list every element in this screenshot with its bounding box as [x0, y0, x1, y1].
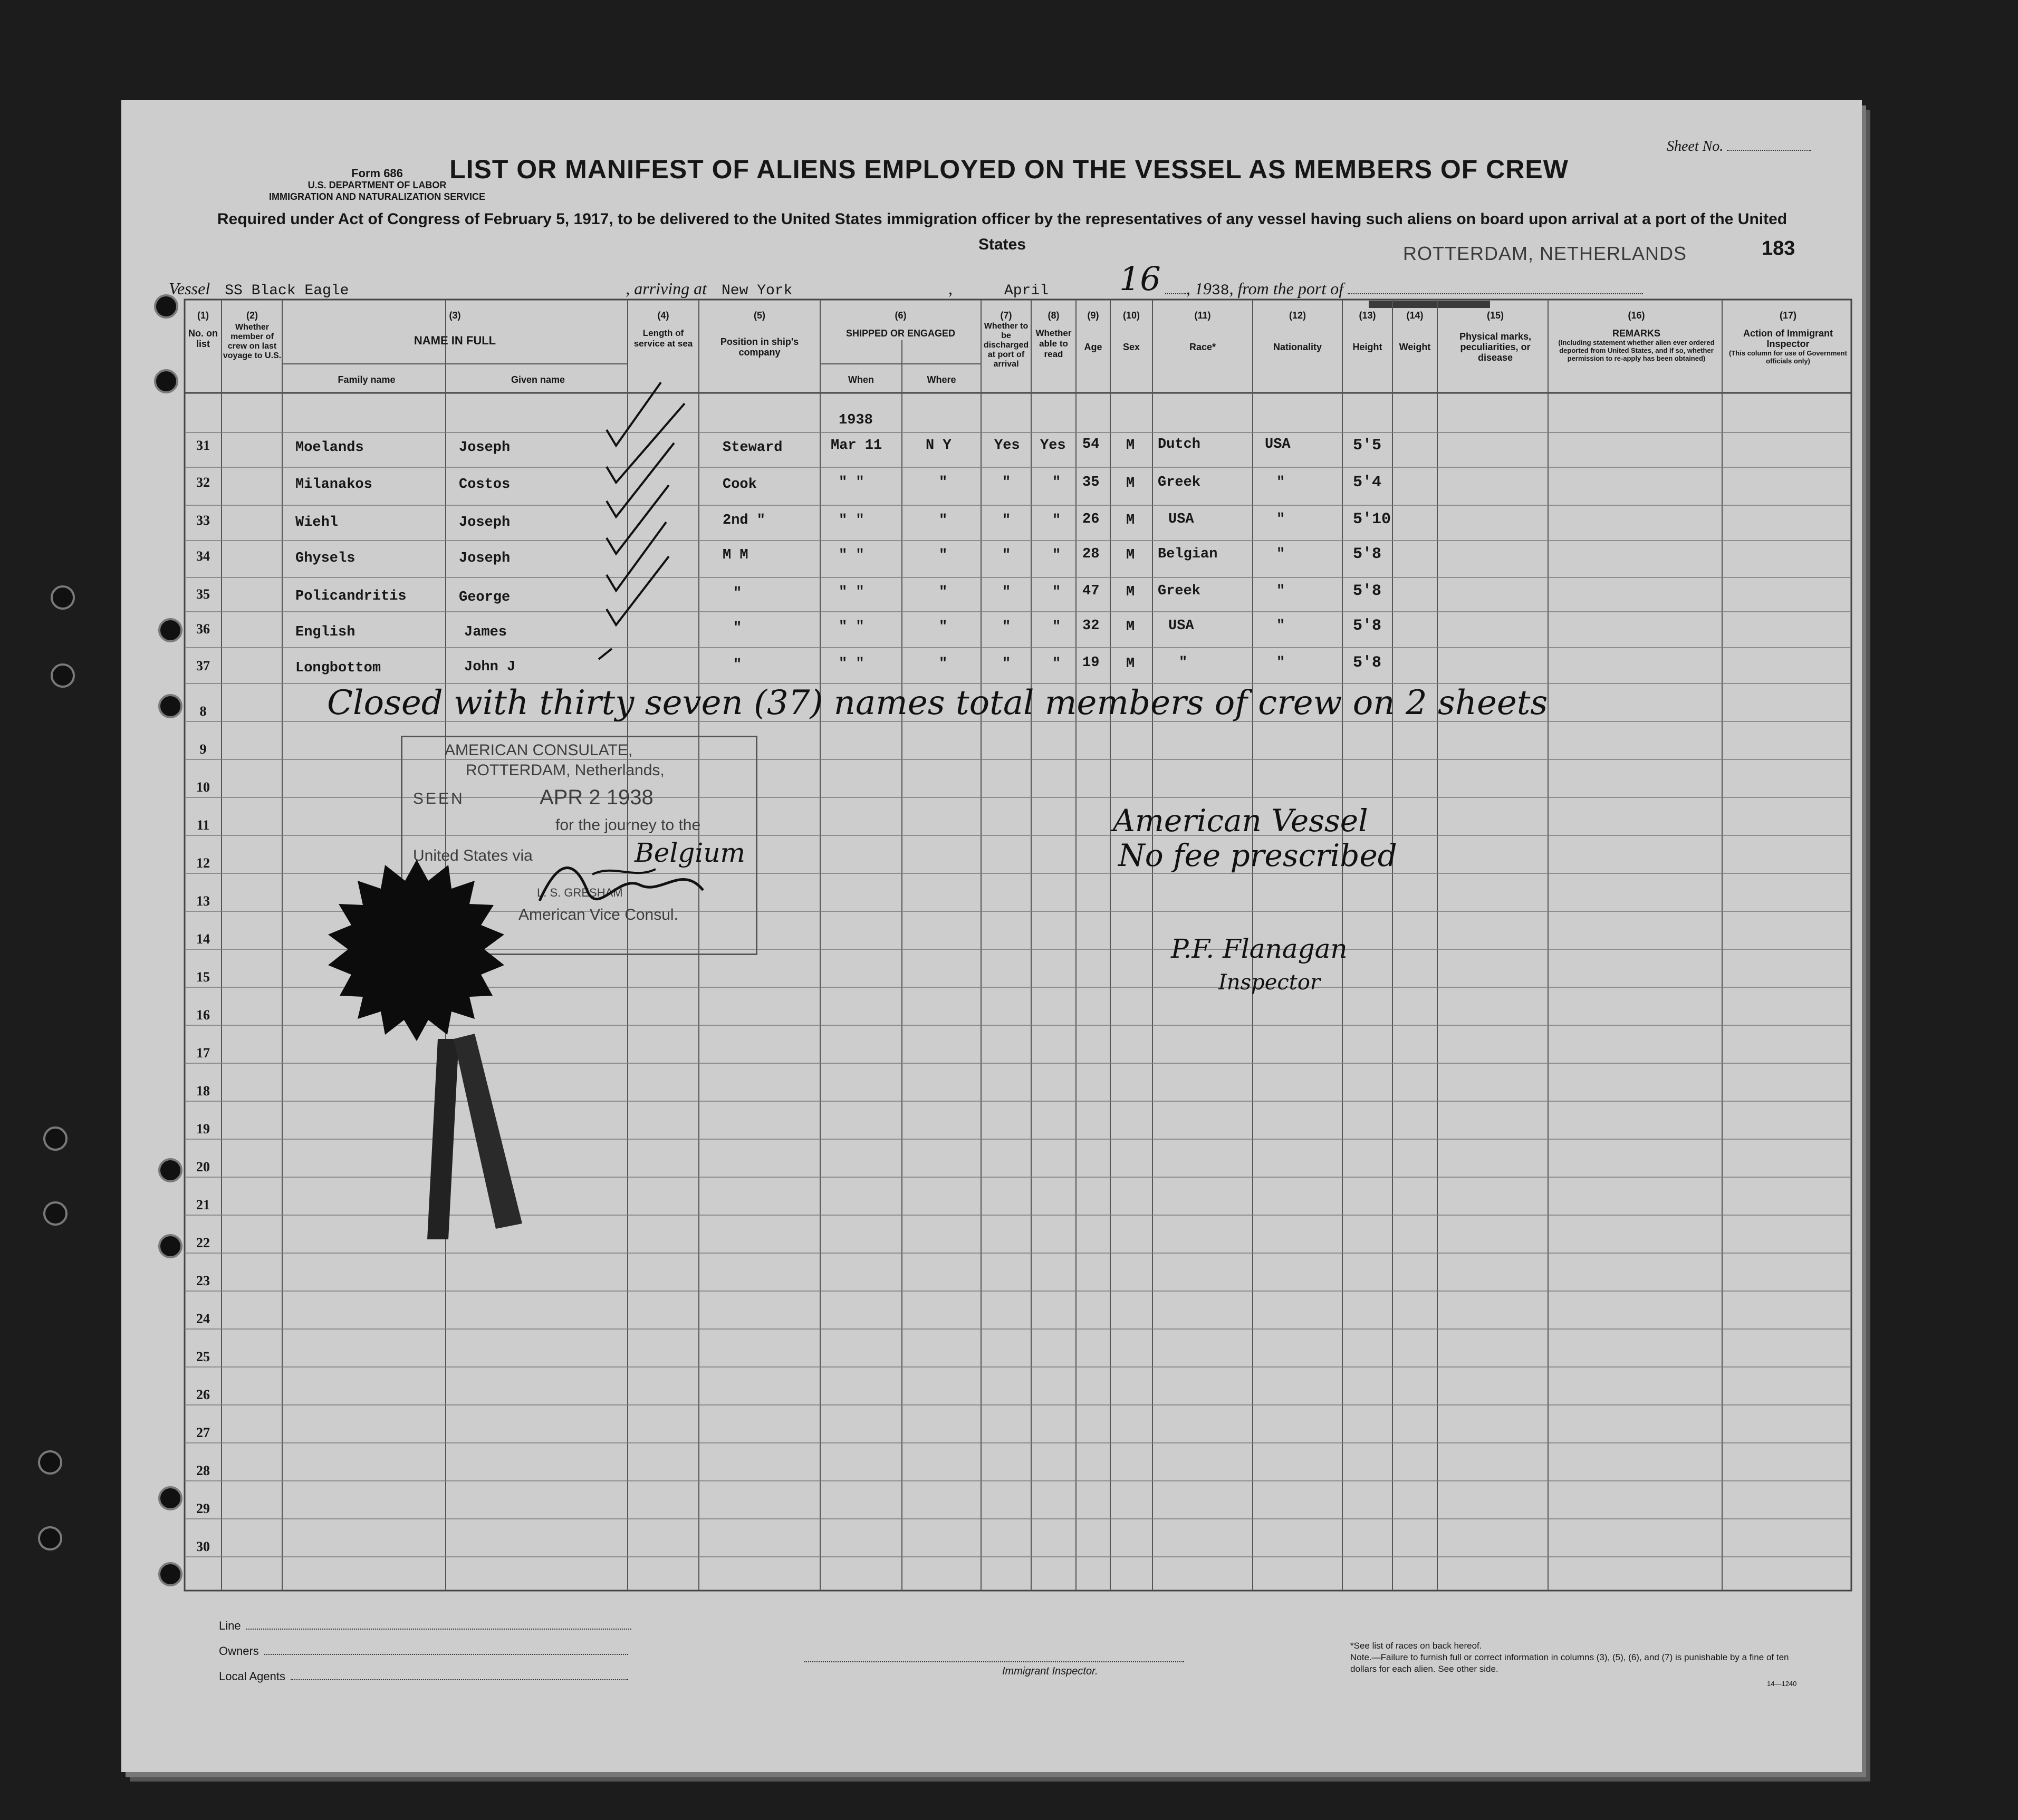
row-number: 26 — [196, 1387, 210, 1402]
position: M M — [723, 547, 748, 563]
row-number: 17 — [196, 1045, 210, 1061]
col-14-header — [1392, 310, 1437, 352]
race: Greek — [1158, 475, 1201, 490]
col-2-label: Whether member of crew on last voyage to U.S. — [223, 323, 282, 360]
row-number: 23 — [196, 1273, 210, 1288]
col-8-header — [1031, 310, 1076, 360]
nationality: " — [1276, 512, 1285, 527]
shipped-when: " " — [839, 656, 864, 672]
vessel-label: Vessel — [169, 279, 210, 298]
binder-hole — [158, 1158, 182, 1182]
binder-hole — [38, 1526, 62, 1551]
race: Belgian — [1158, 546, 1218, 562]
col-16-num: (16) — [1628, 310, 1645, 321]
shipped-when: " " — [839, 584, 864, 600]
from-port-label: from the port of — [1237, 279, 1344, 298]
col-3-header — [282, 310, 628, 346]
binder-hole — [43, 1201, 68, 1226]
col-10-header — [1110, 310, 1152, 352]
col-3-num: (3) — [449, 310, 461, 321]
col-9-num: (9) — [1087, 310, 1099, 321]
height: 5'8 — [1353, 545, 1382, 563]
able-to-read: " — [1052, 513, 1061, 528]
col-9-header — [1076, 310, 1110, 352]
row-number: 32 — [196, 475, 210, 490]
form-number: Form 686 — [351, 167, 403, 180]
discharged: " — [1002, 656, 1011, 672]
sex: M — [1126, 438, 1135, 454]
row-number: 36 — [196, 621, 210, 637]
age: 32 — [1082, 618, 1100, 634]
owners-label — [219, 1644, 628, 1658]
height: 5'4 — [1353, 474, 1382, 492]
row-number: 20 — [196, 1159, 210, 1174]
vice-consul-label: American Vice Consul. — [518, 906, 678, 923]
age: 35 — [1082, 475, 1100, 490]
col-15-label: Physical marks, peculiarities, or disease — [1459, 331, 1532, 363]
vessel-name: SS Black Eagle — [214, 283, 626, 300]
nationality: " — [1276, 618, 1285, 634]
family-name-header: Family name — [338, 374, 396, 385]
row-number: 37 — [196, 658, 210, 673]
department-name: U.S. DEPARTMENT OF LABOR — [307, 180, 447, 190]
col-1-header — [185, 310, 222, 349]
vessel-line: Vessel SS Black Eagle , arriving at New York , April 16 , 1938, from the port of — [169, 264, 1698, 302]
race: USA — [1168, 512, 1194, 527]
binder-hole — [158, 694, 182, 718]
sex: M — [1126, 476, 1135, 492]
col-11-header — [1152, 310, 1253, 352]
remarks-note: (Including statement whether alien ever ordered deported from United States, and if so, whether permission to re-apply has been obtained) — [1558, 339, 1715, 362]
sex: M — [1126, 584, 1135, 600]
shipped-when: " " — [839, 513, 864, 528]
line-label — [219, 1619, 631, 1633]
shipped-where: " — [939, 475, 948, 490]
col-5-header — [699, 310, 820, 358]
sheet-label: Sheet No. — [1667, 138, 1724, 155]
arrival-day: 16 — [1119, 259, 1161, 298]
col-16-label: REMARKS — [1612, 328, 1660, 339]
closing-note: Closed with thirty seven (37) names total members of crew on 2 sheets — [327, 683, 1548, 723]
height: 5'8 — [1353, 582, 1382, 600]
binder-hole — [38, 1450, 62, 1475]
nationality: " — [1276, 546, 1285, 562]
shipped-when: Mar 11 — [831, 438, 882, 454]
row-number: 14 — [196, 931, 210, 947]
given-name: Joseph — [459, 515, 511, 531]
col-11-num: (11) — [1194, 310, 1211, 321]
discharged: " — [1002, 584, 1011, 600]
col-12-num: (12) — [1289, 310, 1306, 321]
service-checkmarks — [599, 382, 685, 659]
able-to-read: " — [1052, 656, 1061, 672]
row-number: 8 — [199, 704, 207, 719]
position: Steward — [723, 440, 783, 456]
col-4-num: (4) — [657, 310, 669, 321]
inspector-note-line1: American Vessel — [1113, 803, 1368, 839]
col-10-label: Sex — [1122, 342, 1140, 352]
position: 2nd " — [723, 513, 766, 528]
col-16-header — [1551, 310, 1722, 362]
inspector-signature: P.F. Flanagan — [1171, 933, 1348, 964]
col-9-label: Age — [1084, 342, 1102, 352]
row-number: 10 — [196, 779, 210, 795]
stamp-date: APR 2 1938 — [540, 786, 654, 809]
nationality: " — [1276, 583, 1285, 599]
given-name: James — [464, 624, 507, 640]
owners-label-text: Owners — [219, 1644, 259, 1658]
family-name: Longbottom — [295, 660, 381, 676]
col-8-num: (8) — [1048, 310, 1060, 321]
binder-hole — [158, 618, 182, 642]
when-header: When — [848, 374, 874, 385]
row-number: 25 — [196, 1349, 210, 1364]
col-7-header — [981, 310, 1031, 369]
position: " — [733, 657, 742, 673]
row-number: 29 — [196, 1501, 210, 1516]
given-name: Joseph — [459, 440, 511, 456]
inspector-signature-line — [804, 1661, 1184, 1662]
sex: M — [1126, 656, 1135, 672]
height: 5'10 — [1353, 511, 1391, 528]
col-6-label: SHIPPED OR ENGAGED — [845, 328, 956, 339]
col-13-header — [1342, 310, 1392, 352]
wax-seal — [306, 849, 570, 1271]
consulate-line1: AMERICAN CONSULATE, — [445, 742, 633, 759]
col-17-header — [1725, 310, 1851, 365]
year-suffix: 38 — [1211, 283, 1229, 299]
penalty-note: Note.—Failure to furnish full or correct information in columns (3), (5), (6), and (7) is punishable by a fine of ten dollars for each alien. See other side. — [1350, 1652, 1789, 1674]
able-to-read: " — [1052, 619, 1061, 635]
col-2-header — [223, 310, 282, 361]
binder-hole — [43, 1126, 68, 1151]
nationality: USA — [1265, 437, 1291, 452]
journey-text: for the journey to the — [555, 816, 701, 834]
us-via-text: United States via — [413, 847, 533, 864]
immigrant-inspector-label: Immigrant Inspector. — [1002, 1665, 1098, 1677]
able-to-read: " — [1052, 584, 1061, 600]
via-handwritten: Belgium — [635, 837, 745, 868]
col-7-label: Whether to be discharged at port of arrival — [983, 322, 1029, 369]
binder-hole — [158, 1562, 182, 1586]
row-number: 9 — [199, 742, 207, 757]
col-5-num: (5) — [754, 310, 765, 321]
col-13-label: Height — [1352, 342, 1382, 352]
race: " — [1179, 655, 1188, 671]
shipped-where: " — [939, 547, 948, 563]
family-name: Wiehl — [295, 515, 339, 531]
discharged: " — [1002, 475, 1011, 490]
sex: M — [1126, 619, 1135, 635]
col-6-num: (6) — [895, 310, 907, 321]
shipped-where: " — [939, 513, 948, 528]
sex: M — [1126, 547, 1135, 563]
height: 5'5 — [1353, 437, 1382, 455]
discharged: Yes — [994, 438, 1020, 454]
row-number: 28 — [196, 1463, 210, 1478]
age: 28 — [1082, 546, 1100, 562]
age: 19 — [1082, 655, 1100, 671]
row-number: 30 — [196, 1539, 210, 1554]
row-number: 13 — [196, 893, 210, 909]
row-number: 31 — [196, 438, 210, 453]
col-6-header — [820, 310, 981, 339]
family-name: Policandritis — [295, 589, 407, 604]
col-17-num: (17) — [1779, 310, 1796, 321]
arriving-label: arriving at — [634, 279, 707, 298]
able-to-read: " — [1052, 547, 1061, 563]
row-number: 19 — [196, 1121, 210, 1137]
given-name: Joseph — [459, 551, 511, 566]
row-number: 35 — [196, 586, 210, 602]
shipped-when: " " — [839, 547, 864, 563]
line-label-text: Line — [219, 1619, 241, 1632]
position: " — [733, 620, 742, 636]
race-note: *See list of races on back hereof. — [1350, 1641, 1482, 1651]
family-name: English — [295, 624, 355, 640]
manifest-title: LIST OR MANIFEST OF ALIENS EMPLOYED ON THE VESSEL AS MEMBERS OF CREW — [449, 155, 1569, 184]
col-17-label: Action of Immigrant Inspector — [1743, 328, 1833, 349]
able-to-read: " — [1052, 475, 1061, 490]
col-15-header — [1443, 310, 1548, 363]
shipped-where: " — [939, 656, 948, 672]
binder-hole — [158, 1486, 182, 1510]
race: USA — [1168, 618, 1194, 634]
seen-label: SEEN — [413, 790, 465, 807]
sex: M — [1126, 513, 1135, 528]
bureau-name: IMMIGRATION AND NATURALIZATION SERVICE — [269, 191, 485, 202]
col-4-label: Length of service at sea — [633, 328, 693, 349]
row-number: 33 — [196, 513, 210, 528]
race: Dutch — [1158, 437, 1201, 452]
age: 54 — [1082, 437, 1100, 452]
col-11-label: Race* — [1189, 342, 1216, 352]
able-to-read: Yes — [1040, 438, 1066, 454]
manifest-subtitle: Required under Act of Congress of February 5, 1917, to be delivered to the United States immigration officer by the representatives of any vessel having such aliens on board upon arrival at a port of the United States — [217, 210, 1788, 253]
shipped-when: " " — [839, 475, 864, 490]
discharged: " — [1002, 513, 1011, 528]
position: Cook — [723, 477, 757, 493]
binder-hole — [154, 294, 178, 319]
arrival-month: April — [957, 283, 1115, 300]
col-1-num: (1) — [197, 310, 209, 321]
col-12-label: Nationality — [1273, 342, 1322, 352]
height: 5'8 — [1353, 617, 1382, 635]
age: 26 — [1082, 512, 1100, 527]
inspector-note-line2: No fee prescribed — [1118, 837, 1397, 873]
binder-hole — [158, 1234, 182, 1258]
port-stamp: ROTTERDAM, NETHERLANDS — [1403, 243, 1687, 264]
page-number: 183 — [1762, 237, 1795, 259]
row-number: 21 — [196, 1197, 210, 1212]
height: 5'8 — [1353, 654, 1382, 672]
shipped-where: " — [939, 619, 948, 635]
col-5-label: Position in ship's company — [720, 336, 799, 358]
shipped-where: " — [939, 584, 948, 600]
given-name-header: Given name — [511, 374, 565, 385]
row-number: 34 — [196, 548, 210, 564]
row-number: 11 — [196, 817, 210, 833]
row-number: 22 — [196, 1235, 210, 1250]
row-number: 16 — [196, 1007, 210, 1023]
nationality: " — [1276, 655, 1285, 671]
local-agents-label — [219, 1670, 628, 1683]
where-header: Where — [927, 374, 956, 385]
col-2-num: (2) — [246, 310, 258, 321]
consulate-line2: ROTTERDAM, Netherlands, — [466, 762, 665, 779]
family-name: Moelands — [295, 440, 364, 456]
inspector-title: Inspector — [1218, 970, 1321, 995]
action-note: (This column for use of Government officials only) — [1729, 349, 1847, 365]
family-name: Milanakos — [295, 477, 372, 493]
col-4-header — [628, 310, 699, 349]
position: " — [733, 585, 742, 601]
col-13-num: (13) — [1359, 310, 1376, 321]
row-number: 24 — [196, 1311, 210, 1326]
arrival-port: New York — [711, 283, 948, 300]
race: Greek — [1158, 583, 1201, 599]
nationality: " — [1276, 475, 1285, 490]
col-7-num: (7) — [1000, 310, 1012, 321]
col-8-label: Whether able to read — [1035, 328, 1072, 359]
binder-hole — [51, 663, 75, 688]
shipped-year: 1938 — [839, 412, 873, 428]
row-number: 18 — [196, 1083, 210, 1099]
col-3-label: NAME IN FULL — [414, 334, 496, 347]
given-name: George — [459, 590, 511, 605]
col-12-header — [1253, 310, 1342, 352]
discharged: " — [1002, 547, 1011, 563]
col-1-label: No. on list — [188, 328, 218, 349]
col-14-num: (14) — [1406, 310, 1424, 321]
year-prefix: 19 — [1194, 279, 1212, 298]
col-15-num: (15) — [1486, 310, 1504, 321]
binder-hole — [51, 585, 75, 610]
row-number: 15 — [196, 969, 210, 985]
local-agents-label-text: Local Agents — [219, 1670, 285, 1683]
given-name: John J — [464, 659, 516, 675]
row-number: 12 — [196, 855, 210, 871]
age: 47 — [1082, 583, 1100, 599]
given-name: Costos — [459, 477, 511, 493]
form-code: 14—1240 — [1767, 1680, 1797, 1688]
shipped-when: " " — [839, 619, 864, 635]
shipped-where: N Y — [926, 438, 952, 454]
row-number: 27 — [196, 1425, 210, 1440]
family-name: Ghysels — [295, 551, 355, 566]
discharged: " — [1002, 619, 1011, 635]
binder-hole — [154, 369, 178, 393]
consul-name: L. S. GRESHAM — [537, 886, 623, 899]
col-14-label: Weight — [1399, 342, 1431, 352]
col-10-num: (10) — [1122, 310, 1140, 321]
